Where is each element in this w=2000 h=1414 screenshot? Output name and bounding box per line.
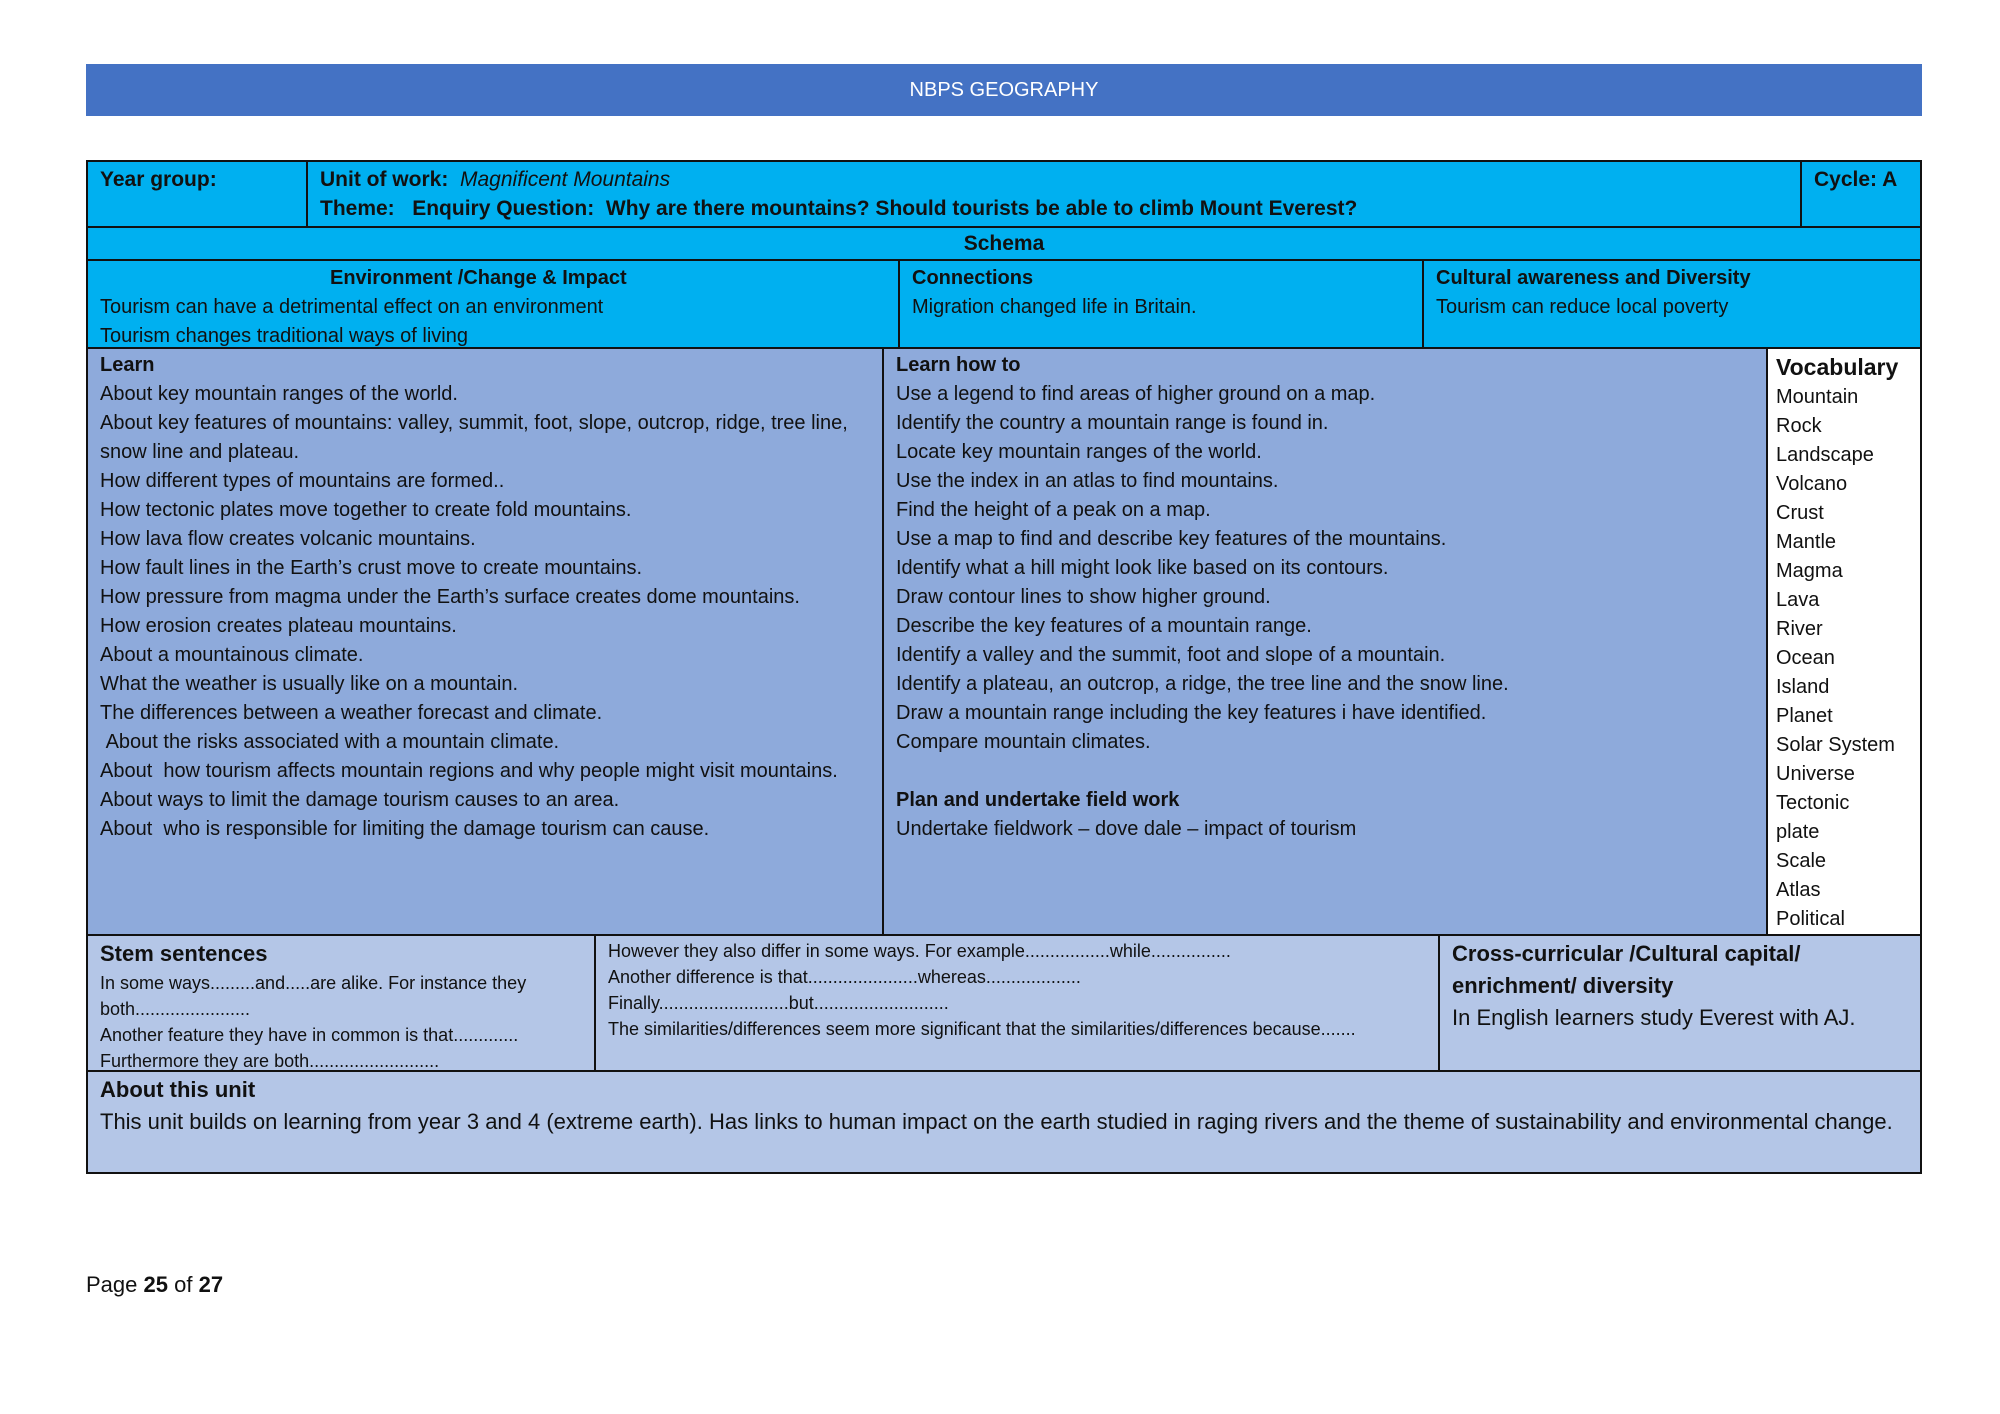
stem-right-cell [594,936,1438,1070]
cultural-line: Tourism can reduce local poverty [1436,296,1729,318]
stem-line: Finally..........................but........................... [608,993,949,1013]
about-heading: About this unit [100,1077,256,1102]
learn-item: How lava flow creates volcanic mountains. [100,528,476,550]
year-group-cell [88,162,306,226]
vocabulary-item: River [1776,618,1823,640]
learn-item: How tectonic plates move together to create fold mountains. [100,499,632,521]
page-word: Page [86,1272,138,1297]
learn-list [100,380,870,844]
page-current: 25 [143,1272,168,1297]
page-total: 27 [198,1272,224,1297]
stem-heading: Stem sentences [100,941,268,966]
enquiry-label: Enquiry Question: [412,197,595,220]
cross-curricular-text: In English learners study Everest with AJ. [1452,1005,1856,1030]
learn-item: About the risks associated with a mountain climate. [100,731,560,753]
schema-row [86,259,1922,349]
learn-item: How different types of mountains are formed.. [100,470,505,492]
stem-line: Another difference is that......................whereas................... [608,967,1081,987]
learn-how-cell [882,349,1766,934]
vocabulary-item: Island [1776,676,1830,698]
schema-environment [88,261,898,347]
vocabulary-item: Political [1776,908,1845,930]
schema-connections [898,261,1422,347]
learn-item: About a mountainous climate. [100,644,364,666]
year-group-label: Year group: [100,168,217,191]
learn-how-item: Compare mountain climates. [896,731,1151,753]
vocabulary-cell [1766,349,1920,934]
connections-list [912,293,1410,322]
vocabulary-item: Mantle [1776,531,1837,553]
learn-item: The differences between a weather forecast and climate. [100,702,603,724]
vocabulary-item: Planet [1776,705,1833,727]
header-title: NBPS GEOGRAPHY [909,78,1099,101]
learn-how-item: Find the height of a peak on a map. [896,499,1211,521]
vocabulary-item: Scale [1776,850,1827,872]
unit-of-work-label: Unit of work: [320,168,449,191]
theme-label: Theme: [320,197,395,220]
learn-item: About key features of mountains: valley, summit, foot, slope, outcrop, ridge, tree line, snow line and plateau. [100,412,854,463]
about-row [86,1070,1922,1174]
vocabulary-item: Landscape [1776,444,1874,466]
vocabulary-item: Ocean [1776,647,1835,669]
vocabulary-item: Rock [1776,415,1822,437]
cross-curricular-cell [1438,936,1920,1070]
learn-how-item: Identify a plateau, an outcrop, a ridge, the tree line and the snow line. [896,673,1509,695]
vocabulary-item: plate [1776,821,1820,843]
fieldwork-list [896,815,1754,844]
environment-line: Tourism changes traditional ways of living [100,325,468,347]
fieldwork-heading: Plan and undertake field work [896,789,1180,811]
cycle-cell [1800,162,1920,226]
vocabulary-item: Volcano [1776,473,1848,495]
stem-line: However they also differ in some ways. For example.................while................ [608,941,1231,961]
learn-item: How fault lines in the Earth’s crust move to create mountains. [100,557,643,579]
cross-curricular-heading: Cross-curricular /Cultural capital/ enrichment/ diversity [1452,941,1801,998]
page-footer [86,1272,223,1298]
stem-left-list [100,970,582,1070]
learn-item: How erosion creates plateau mountains. [100,615,457,637]
schema-cultural [1422,261,1920,347]
stem-line: The similarities/differences seem more significant that the similarities/differences because....... [608,1019,1356,1039]
unit-row [86,160,1922,228]
environment-line: Tourism can have a detrimental effect on an environment [100,296,604,318]
learn-how-item: Describe the key features of a mountain range. [896,615,1312,637]
schema-title-row [86,226,1922,261]
stem-line: In some ways.........and.....are alike. For instance they both....................... [100,973,532,1019]
stem-line: Furthermore they are both.......................... [100,1051,440,1070]
learn-heading: Learn [100,354,155,376]
stem-line: Another feature they have in common is that............. [100,1025,519,1045]
learn-how-item: Locate key mountain ranges of the world. [896,441,1262,463]
connections-heading: Connections [912,267,1034,289]
environment-heading: Environment /Change & Impact [330,267,627,289]
fieldwork-item: Undertake fieldwork – dove dale – impact of tourism [896,818,1357,840]
learn-how-item: Use a legend to find areas of higher ground on a map. [896,383,1376,405]
learn-item: About ways to limit the damage tourism causes to an area. [100,789,620,811]
learn-item: About how tourism affects mountain regions and why people might visit mountains. [100,760,838,782]
unit-of-work-value: Magnificent Mountains [460,168,671,191]
vocabulary-heading: Vocabulary [1776,354,1899,380]
learn-how-item: Identify what a hill might look like based on its contours. [896,557,1389,579]
vocabulary-list [1776,383,1912,934]
environment-list [100,293,886,347]
cycle-label: Cycle: A [1814,168,1898,191]
vocabulary-item: Mountain [1776,386,1859,408]
learn-item: How pressure from magma under the Earth’s surface creates dome mountains. [100,586,800,608]
unit-of-work-cell [306,162,1800,226]
schema-title: Schema [963,232,1045,255]
connections-line: Migration changed life in Britain. [912,296,1197,318]
cultural-list [1436,293,1908,322]
theme-line [320,194,1788,223]
about-cell [88,1072,1920,1172]
enquiry-value: Why are there mountains? Should tourists be able to climb Mount Everest? [605,197,1358,220]
header-banner [86,64,1922,116]
vocabulary-item: Tectonic [1776,792,1850,814]
stem-right-list [608,938,1426,1042]
learn-how-item: Use a map to find and describe key features of the mountains. [896,528,1447,550]
learn-how-list [896,380,1754,757]
learn-item: What the weather is usually like on a mountain. [100,673,518,695]
learn-item: About who is responsible for limiting the damage tourism can cause. [100,818,710,840]
learn-how-item: Draw contour lines to show higher ground. [896,586,1271,608]
vocabulary-item: Magma [1776,560,1843,582]
about-text: This unit builds on learning from year 3 and 4 (extreme earth). Has links to human impact on the earth studied in raging rivers and the theme of sustainability and environmental change. [100,1109,1893,1134]
learn-how-heading: Learn how to [896,354,1021,376]
unit-of-work-line [320,165,1788,194]
learn-how-item: Identify a valley and the summit, foot and slope of a mountain. [896,644,1446,666]
vocabulary-item: Atlas [1776,879,1821,901]
learn-how-item: Use the index in an atlas to find mountains. [896,470,1279,492]
learn-how-item: Identify the country a mountain range is found in. [896,412,1329,434]
cultural-heading: Cultural awareness and Diversity [1436,267,1751,289]
vocabulary-item: Universe [1776,763,1855,785]
stem-left-cell [88,936,594,1070]
learning-row [86,347,1922,936]
learn-how-item: Draw a mountain range including the key features i have identified. [896,702,1487,724]
vocabulary-item: Lava [1776,589,1820,611]
of-word: of [174,1272,193,1297]
vocabulary-item: Solar System [1776,734,1895,756]
vocabulary-item: Crust [1776,502,1824,524]
stem-row [86,934,1922,1072]
learn-cell [88,349,882,934]
learn-item: About key mountain ranges of the world. [100,383,458,405]
